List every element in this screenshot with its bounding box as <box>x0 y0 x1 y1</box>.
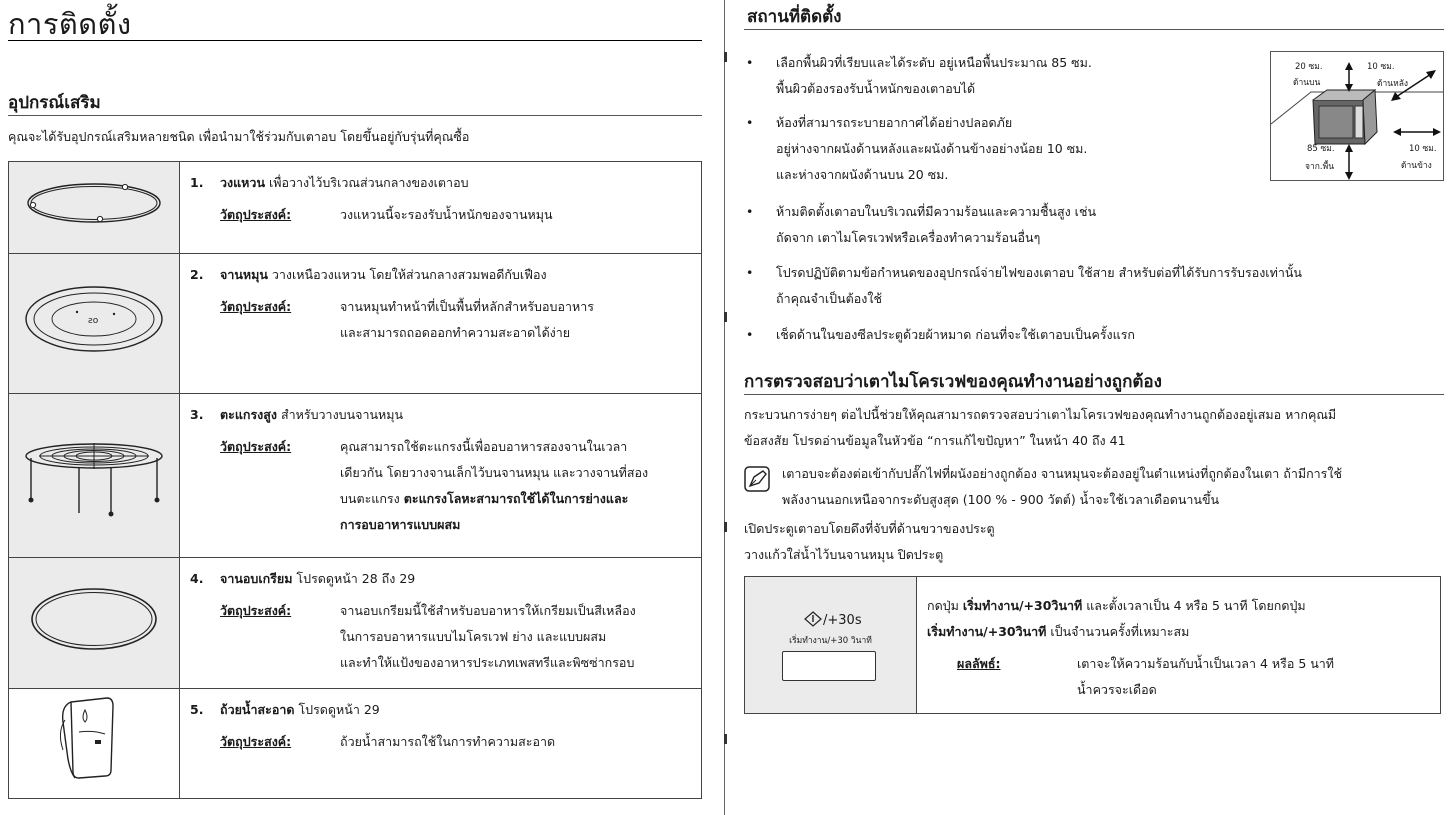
roller-ring-icon <box>9 162 180 254</box>
margin-mark <box>724 522 727 532</box>
item-name: วงแหวน <box>220 175 265 190</box>
item-number: 2. <box>190 267 204 282</box>
side-clearance-value: 10 ซม. <box>1409 144 1437 154</box>
column-divider <box>724 0 725 815</box>
item-number: 3. <box>190 407 204 422</box>
margin-mark <box>724 312 727 322</box>
bullet-dot: • <box>746 204 754 219</box>
accessory-text <box>180 558 702 689</box>
item-desc: วางเหนือวงแหวน โดยให้ส่วนกลางสวมพอดีกับเฟือง <box>267 267 547 282</box>
purpose-text: ถ้วยน้ำสามารถใช้ในการทำความสะอาด <box>340 734 556 749</box>
accessory-row <box>9 394 702 558</box>
bullet-dot: • <box>746 55 754 70</box>
start-symbol: /+30s <box>803 611 862 629</box>
clearance-diagram <box>1270 51 1444 181</box>
right-column: สถานที่ติดตั้ง • เลือกพื้นผิวที่เรียบและได้ระดับ อยู่เหนือพื้นประมาณ 85 ซม. พื้นผิวต้องรองรับน้ำหนักของเตาอบได้ • ห้องที่สามารถระบายอากาศได้อย่างปลอดภัย อยู่ห่างจากผนังด้านหลังและผนังด้านข้างอย่างน้อย 10 ซม. และห่างจากผนังด้านบน 20 ซม. • ห้ามติดตั้งเตาอบในบริเวณที่มีความร้อนและความชื้นสูง เช่น ถัดจาก เตาไมโครเวฟหรือเครื่องทำความร้อนอื่นๆ • โปรดปฏิบัติตามข้อกำหนดของอุปกรณ์จ่ายไฟของเตาอบ ใช้สาย สำหรับต่อที่ได้รับการรับรองเท่านั้น ถ้าคุณจำเป็นต้องใช้ • เช็ดด้านในของซีลประตูด้วยผ้าหมาด ก่อนที่จะใช้เตาอบเป็นครั้งแรก 20 ซม. ด้านบน 10 ซม. ด้านหลัง 85 ซม. จาก.พื้น 10 ซม. ด้านข้าง การตรวจสอบว่าเตาไมโครเวฟของคุณทำงานอย่างถูกต้อง กระบวนการง่ายๆ ต่อไปนี้ช่วยให้คุณสามารถตรวจสอบว่าเตาไมโครเวฟของคุณทำงานถูกต้องอยู่เสมอ หากคุณมี ข้อสงสัย โปรดอ่านข้อมูลในหัวข้อ “การแก้ไขปัญหา” ในหน้า 40 ถึง 41 เตาอบจะต้องต่อเข้ากับปลั๊กไฟที่ผนังอย่างถูกต้อง จานหมุนจะต้องอยู่ในตำแหน่งที่ถูกต้องในเตา ถ้ามีการใช้ พลังงานนอกเหนือจากระดับสูงสุด (100 % - 900 วัตต์) น้ำจะใช้เวลาเดือดนานขึ้น เปิดประตูเตาอบโดยดึงที่จับที่ด้านขวาของประตู วางแก้วใส่น้ำไว้บนจานหมุน ปิดประตู /+30s เริ่มทำงาน/+30 วินาที กดปุ่ม เริ่มทำงาน/+30วินาที และตั้งเวลาเป็น 4 หรือ 5 นาที โดยกดปุ่ม เริ่มทำงาน/+30วินาที เป็นจำนวนครั้งที่เหมาะสม ผลลัพธ์: เตาจะให้ความร้อนกับน้ำเป็นเวลา 4 หรือ 5 นาที น้ำควรจะเดือด <box>744 0 1444 815</box>
accessory-row <box>9 689 702 799</box>
item-desc: สำหรับวางบนจานหมุน <box>277 407 404 422</box>
location-rule <box>744 29 1444 30</box>
purpose-label: วัตถุประสงค์: <box>220 207 292 222</box>
item-desc: โปรดดูหน้า 29 <box>294 702 380 717</box>
item-desc: โปรดดูหน้า 28 ถึง 29 <box>292 571 416 586</box>
accessory-row <box>9 254 702 394</box>
accessories-table <box>8 161 702 799</box>
accessory-text <box>180 394 702 558</box>
purpose-text: จานอบเกรียมนี้ใช้สำหรับอบอาหารให้เกรียมเป็นสีเหลือง ในการอบอาหารแบบไมโครเวฟ ย่าง และแบบผสม และทำให้แป้งของอาหารประเภทเพสทรีและพิซซ่ากรอบ <box>340 603 636 670</box>
margin-mark <box>724 734 727 744</box>
bullet-dot: • <box>746 327 754 342</box>
item-number: 1. <box>190 175 204 190</box>
accessory-text <box>180 162 702 254</box>
accessory-text <box>180 254 702 394</box>
floor-clearance-value: 85 ซม. <box>1307 144 1335 154</box>
operation-table <box>744 576 1441 714</box>
side-clearance-label: ด้านข้าง <box>1401 161 1432 171</box>
item-name: จานหมุน <box>220 267 268 282</box>
start-icon <box>803 611 823 627</box>
result-label: ผลลัพธ์: <box>957 656 1001 671</box>
purpose-label: วัตถุประสงค์: <box>220 734 292 749</box>
purpose-text: วงแหวนนี้จะรองรับน้ำหนักของจานหมุน <box>340 207 553 222</box>
top-clearance-label: ด้านบน <box>1293 78 1321 88</box>
purpose-text: คุณสามารถใช้ตะแกรงนี้เพื่ออบอาหารสองจานในเวลา เดียวกัน โดยวางจานเล็กไว้บนจานหมุน และวางจานที่สอง บนตะแกรง ตะแกรงโลหะสามารถใช้ได้ในการย่างและ การอบอาหารแบบผสม <box>340 439 649 532</box>
back-clearance-value: 10 ซม. <box>1367 62 1395 72</box>
bullet-dot: • <box>746 265 754 280</box>
item-name: ตะแกรงสูง <box>220 407 278 422</box>
purpose-text: จานหมุนทำหน้าที่เป็นพื้นที่หลักสำหรับอบอาหาร และสามารถถอดออกทำความสะอาดได้ง่าย <box>340 299 594 340</box>
check-heading: การตรวจสอบว่าเตาไมโครเวฟของคุณทำงานอย่างถูกต้อง <box>744 372 1162 392</box>
accessory-row <box>9 162 702 254</box>
accessory-row <box>9 558 702 689</box>
accessories-rule <box>8 115 702 116</box>
note-text: เตาอบจะต้องต่อเข้ากับปลั๊กไฟที่ผนังอย่างถูกต้อง จานหมุนจะต้องอยู่ในตำแหน่งที่ถูกต้องในเตา ถ้ามีการใช้ พลังงานนอกเหนือจากระดับสูงสุด (100 % - 900 วัตต์) น้ำจะใช้เวลาเดือดนานขึ้น <box>782 466 1342 507</box>
item-name: จานอบเกรียม <box>220 571 293 586</box>
svg-text:ƨo: ƨo <box>88 316 99 326</box>
accessories-heading: อุปกรณ์เสริม <box>8 93 101 113</box>
item-number: 5. <box>190 702 204 717</box>
left-column <box>8 0 702 815</box>
accessory-text <box>180 689 702 799</box>
location-heading: สถานที่ติดตั้ง <box>747 7 842 27</box>
check-description: กระบวนการง่ายๆ ต่อไปนี้ช่วยให้คุณสามารถตรวจสอบว่าเตาไมโครเวฟของคุณทำงานถูกต้องอยู่เสมอ หากคุณมี ข้อสงสัย โปรดอ่านข้อมูลในหัวข้อ “การแก้ไขปัญหา” ในหน้า 40 ถึง 41 <box>744 407 1337 448</box>
water-cup-icon <box>9 689 180 799</box>
margin-mark <box>724 52 727 62</box>
item-desc: เพื่อวางไว้บริเวณส่วนกลางของเตาอบ <box>264 175 469 190</box>
high-rack-icon <box>9 394 180 558</box>
item-number: 4. <box>190 571 204 586</box>
start-button-caption: เริ่มทำงาน/+30 วินาที <box>789 636 872 646</box>
check-rule <box>744 394 1444 395</box>
item-name: ถ้วยน้ำสะอาด <box>220 702 295 717</box>
bullet-dot: • <box>746 115 754 130</box>
top-clearance-value: 20 ซม. <box>1295 62 1323 72</box>
operation-text: กดปุ่ม เริ่มทำงาน/+30วินาที และตั้งเวลาเป็น 4 หรือ 5 นาที โดยกดปุ่ม เริ่มทำงาน/+30วินาที เป็นจำนวนครั้งที่เหมาะสม ผลลัพธ์: เตาจะให้ความร้อนกับน้ำเป็นเวลา 4 หรือ 5 นาที น้ำควรจะเดือด <box>917 577 1441 714</box>
purpose-label: วัตถุประสงค์: <box>220 439 292 454</box>
turntable-icon <box>9 254 180 394</box>
purpose-label: วัตถุประสงค์: <box>220 603 292 618</box>
title-rule <box>8 40 702 41</box>
back-clearance-label: ด้านหลัง <box>1377 79 1409 89</box>
steps: เปิดประตูเตาอบโดยดึงที่จับที่ด้านขวาของประตู วางแก้วใส่น้ำไว้บนจานหมุน ปิดประตู <box>744 521 995 562</box>
result-text: เตาจะให้ความร้อนกับน้ำเป็นเวลา 4 หรือ 5 นาที น้ำควรจะเดือด <box>1077 656 1335 697</box>
accessories-intro: คุณจะได้รับอุปกรณ์เสริมหลายชนิด เพื่อนำมาใช้ร่วมกับเตาอบ โดยขึ้นอยู่กับรุ่นที่คุณซื้อ <box>8 129 470 144</box>
purpose-label: วัตถุประสงค์: <box>220 299 292 314</box>
crusty-plate-icon <box>9 558 180 689</box>
page-title: การติดตั้ง <box>8 7 132 41</box>
note-icon <box>744 466 770 492</box>
floor-clearance-label: จาก.พื้น <box>1305 162 1335 172</box>
start-button[interactable] <box>782 651 876 681</box>
control-panel <box>745 577 917 714</box>
